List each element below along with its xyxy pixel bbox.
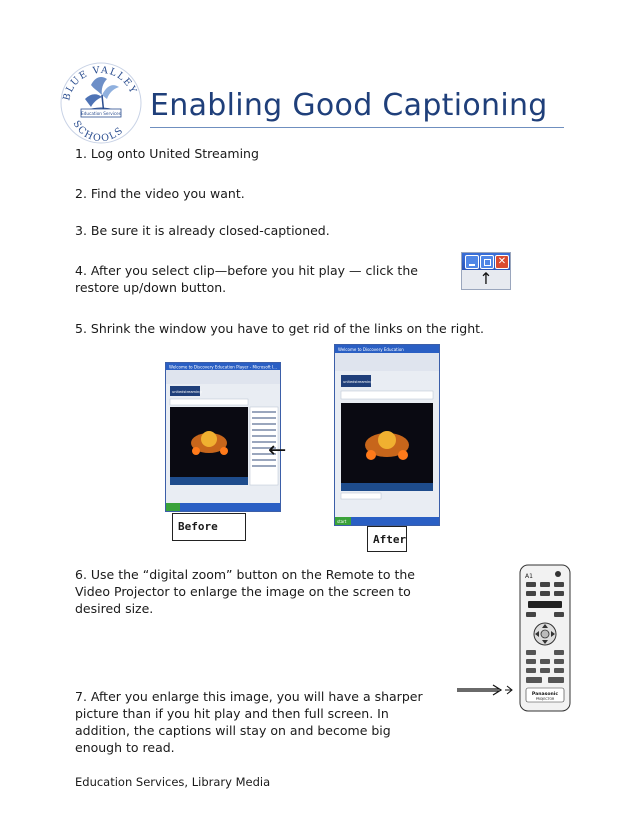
step-6: 6. Use the “digital zoom” button on the Remote to the Video Projector to enlarge the image on the screen to desired size.	[75, 567, 415, 616]
remote-badge: A1	[525, 573, 533, 580]
after-screenshot	[334, 344, 440, 526]
title-divider	[150, 127, 564, 128]
step-5: 5. Shrink the window you have to get rid of the links on the right.	[75, 321, 484, 336]
step-1: 1. Log onto United Streaming	[75, 146, 259, 161]
step-3: 3. Be sure it is already closed-captioned.	[75, 223, 330, 238]
page-title: Enabling Good Captioning	[150, 88, 548, 123]
before-screenshot	[165, 362, 281, 512]
left-arrow-icon: ←	[268, 438, 287, 463]
logo-text-top: BLUE VALLEY	[61, 64, 139, 102]
step-4: 4. After you select clip—before you hit play — click the restore up/down button.	[75, 263, 418, 295]
step-2: 2. Find the video you want.	[75, 186, 245, 201]
minimize-icon	[465, 255, 479, 269]
step-7: 7. After you enlarge this image, you will have a sharper picture than if you hit play and then full screen. In addition, the captions will stay on and become big enough to read.	[75, 689, 423, 755]
school-logo	[55, 55, 147, 147]
logo-banner: Education Services	[81, 111, 121, 116]
projector-remote-image	[518, 564, 572, 712]
restore-icon	[480, 255, 494, 269]
after-start-label: start	[337, 519, 347, 524]
remote-brand: Panasonic	[531, 692, 559, 697]
right-arrow-icon	[455, 682, 517, 698]
footer-text: Education Services, Library Media	[75, 775, 271, 789]
after-window-title: Welcome to Discovery Education	[338, 347, 404, 352]
before-label: Before	[172, 513, 246, 541]
restore-button-image	[461, 252, 511, 290]
close-icon: ✕	[495, 255, 509, 269]
after-label: After	[367, 526, 407, 552]
before-window-title: Welcome to Discovery Education Player - Microsoft I...	[169, 364, 277, 370]
logo-text-bottom: SCHOOLS	[70, 118, 127, 145]
after-brand: unitedstreaming	[343, 380, 373, 384]
up-arrow-icon: ↑	[479, 269, 493, 288]
remote-model: PROJECTOR	[535, 697, 555, 701]
before-brand: unitedstreaming	[172, 390, 202, 394]
svg-text:SCHOOLS	[71, 119, 127, 145]
